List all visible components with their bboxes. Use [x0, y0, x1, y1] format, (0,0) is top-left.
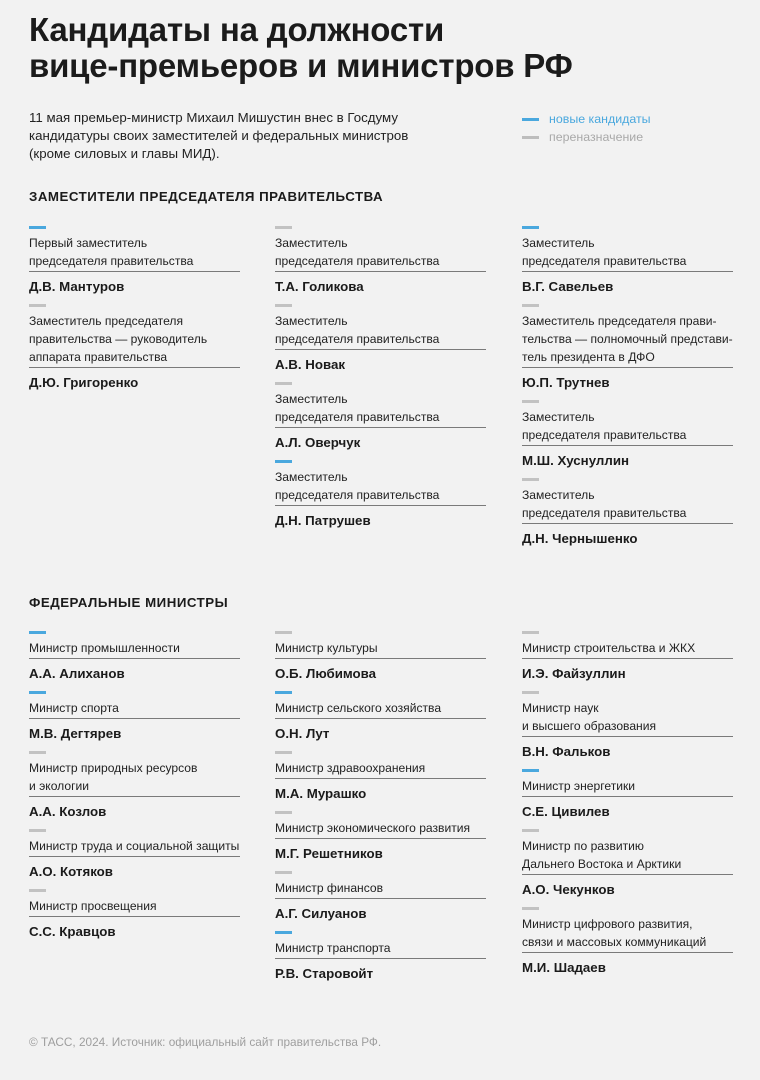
intro-line-3: (кроме силовых и главы МИД).	[29, 146, 220, 161]
position-title-line: председателя правительства	[275, 332, 440, 346]
position-title	[29, 234, 240, 272]
page-title	[29, 12, 729, 84]
legend-swatch-reappointed	[522, 136, 539, 139]
reappointed-marker	[522, 400, 539, 403]
deputies-column-1	[29, 226, 240, 400]
position-title-line: председателя правительства	[275, 410, 440, 424]
intro-text	[29, 109, 499, 163]
position-title	[522, 837, 733, 875]
position-title	[522, 699, 733, 737]
position-title-line: и экологии	[29, 779, 90, 793]
section-title-ministers: ФЕДЕРАЛЬНЫЕ МИНИСТРЫ	[29, 595, 229, 610]
position-title-line: Заместитель	[275, 470, 348, 484]
legend-label-reappointed: переназначение	[549, 130, 644, 144]
new-candidate-marker	[275, 931, 292, 934]
position-title	[275, 699, 486, 719]
position-title-line: председателя правительства	[522, 506, 687, 520]
new-candidate-marker	[29, 691, 46, 694]
reappointed-marker	[275, 871, 292, 874]
position-title	[275, 759, 486, 779]
candidate-name: И.Э. Файзуллин	[522, 666, 626, 681]
candidate-name: А.Г. Силуанов	[275, 906, 367, 921]
legend-swatch-new	[522, 118, 539, 121]
reappointed-marker	[522, 829, 539, 832]
reappointed-marker	[275, 751, 292, 754]
position-title-line: Министр промышленности	[29, 641, 180, 655]
candidate-name: В.Г. Савельев	[522, 279, 614, 294]
ministers-column-2	[275, 631, 486, 991]
title-line-2: вице-премьеров и министров РФ	[29, 47, 573, 84]
position-title	[275, 939, 486, 959]
candidate-entry	[29, 691, 240, 743]
position-title	[275, 390, 486, 428]
position-title-line: Министр культуры	[275, 641, 378, 655]
reappointed-marker	[522, 478, 539, 481]
new-candidate-marker	[29, 631, 46, 634]
candidate-name: М.В. Дегтярев	[29, 726, 122, 741]
candidate-name: Д.Ю. Григоренко	[29, 375, 139, 390]
candidate-entry	[29, 226, 240, 296]
position-title-line: Министр энергетики	[522, 779, 636, 793]
position-title-line: Министр сельского хозяйства	[275, 701, 442, 715]
candidate-entry	[29, 751, 240, 821]
legend-item-reappointed	[522, 128, 651, 146]
candidate-name: А.О. Котяков	[29, 864, 113, 879]
intro-line-2: кандидатуры своих заместителей и федеральных министров	[29, 128, 409, 143]
candidate-entry	[522, 400, 733, 470]
candidate-name: Д.В. Мантуров	[29, 279, 125, 294]
new-candidate-marker	[522, 226, 539, 229]
candidate-name: В.Н. Фальков	[522, 744, 611, 759]
position-title-line: тельства — полномочный представи-	[522, 332, 733, 346]
position-title-line: Заместитель	[275, 392, 348, 406]
reappointed-marker	[275, 811, 292, 814]
candidate-entry	[522, 829, 733, 899]
position-title-line: Министр просвещения	[29, 899, 157, 913]
candidate-entry	[275, 751, 486, 803]
position-title-line: Министр по развитию	[522, 839, 644, 853]
position-title	[522, 639, 733, 659]
position-title-line: Министр транспорта	[275, 941, 391, 955]
position-title	[522, 915, 733, 953]
reappointed-marker	[29, 304, 46, 307]
position-title-line: Заместитель председателя	[29, 314, 184, 328]
position-title-line: Заместитель	[522, 488, 595, 502]
legend	[522, 110, 651, 146]
candidate-entry	[275, 691, 486, 743]
reappointed-marker	[29, 889, 46, 892]
candidate-name: Д.Н. Патрушев	[275, 513, 371, 528]
candidate-name: А.О. Чекунков	[522, 882, 615, 897]
position-title-line: правительства — руководитель	[29, 332, 208, 346]
position-title	[522, 408, 733, 446]
ministers-column-3	[522, 631, 733, 985]
candidate-name: Р.В. Старовойт	[275, 966, 374, 981]
position-title-line: председателя правительства	[275, 488, 440, 502]
position-title-line: Министр цифрового развития,	[522, 917, 693, 931]
candidate-entry	[275, 631, 486, 683]
candidate-entry	[522, 631, 733, 683]
new-candidate-marker	[275, 691, 292, 694]
position-title-line: Первый заместитель	[29, 236, 148, 250]
position-title	[29, 699, 240, 719]
legend-item-new	[522, 110, 651, 128]
candidate-name: М.И. Шадаев	[522, 960, 606, 975]
reappointed-marker	[522, 907, 539, 910]
position-title	[29, 759, 240, 797]
position-title-line: Дальнего Востока и Арктики	[522, 857, 682, 871]
reappointed-marker	[275, 226, 292, 229]
position-title-line: Заместитель председателя прави-	[522, 314, 717, 328]
candidate-entry	[522, 478, 733, 548]
candidate-name: Д.Н. Чернышенко	[522, 531, 638, 546]
position-title-line: председателя правительства	[275, 254, 440, 268]
legend-label-new: новые кандидаты	[549, 112, 651, 126]
deputies-column-3	[522, 226, 733, 556]
candidate-entry	[275, 304, 486, 374]
candidate-entry	[522, 304, 733, 392]
reappointed-marker	[29, 751, 46, 754]
candidate-entry	[29, 889, 240, 941]
candidate-name: А.А. Алиханов	[29, 666, 125, 681]
position-title	[29, 837, 240, 857]
candidate-entry	[29, 829, 240, 881]
candidate-name: Ю.П. Трутнев	[522, 375, 610, 390]
candidate-name: Т.А. Голикова	[275, 279, 364, 294]
position-title-line: Заместитель	[275, 314, 348, 328]
candidate-name: А.В. Новак	[275, 357, 346, 372]
candidate-entry	[275, 460, 486, 530]
position-title-line: Заместитель	[522, 410, 595, 424]
position-title-line: Министр наук	[522, 701, 599, 715]
reappointed-marker	[275, 631, 292, 634]
new-candidate-marker	[29, 226, 46, 229]
position-title-line: Министр спорта	[29, 701, 119, 715]
candidate-entry	[275, 871, 486, 923]
position-title-line: Министр строительства и ЖКХ	[522, 641, 696, 655]
reappointed-marker	[522, 691, 539, 694]
position-title-line: тель президента в ДФО	[522, 350, 655, 364]
position-title-line: председателя правительства	[522, 428, 687, 442]
reappointed-marker	[275, 304, 292, 307]
position-title	[522, 777, 733, 797]
intro-line-1: 11 мая премьер-министр Михаил Мишустин внес в Госдуму	[29, 110, 398, 125]
candidate-name: М.Ш. Хуснуллин	[522, 453, 630, 468]
position-title	[275, 639, 486, 659]
position-title-line: Министр здравоохранения	[275, 761, 426, 775]
position-title-line: председателя правительства	[522, 254, 687, 268]
position-title	[522, 312, 733, 368]
candidate-name: А.Л. Оверчук	[275, 435, 361, 450]
position-title	[275, 879, 486, 899]
position-title-line: аппарата правительства	[29, 350, 168, 364]
position-title-line: связи и массовых коммуникаций	[522, 935, 707, 949]
candidate-name: О.Н. Лут	[275, 726, 330, 741]
reappointed-marker	[275, 382, 292, 385]
reappointed-marker	[522, 631, 539, 634]
position-title	[29, 312, 240, 368]
reappointed-marker	[29, 829, 46, 832]
deputies-column-2	[275, 226, 486, 538]
position-title-line: Министр природных ресурсов	[29, 761, 198, 775]
title-line-1: Кандидаты на должности	[29, 11, 445, 48]
position-title-line: Министр экономического развития	[275, 821, 471, 835]
position-title-line: и высшего образования	[522, 719, 657, 733]
candidate-entry	[522, 691, 733, 761]
candidate-entry	[275, 931, 486, 983]
candidate-name: М.Г. Решетников	[275, 846, 383, 861]
candidate-entry	[522, 769, 733, 821]
candidate-entry	[522, 226, 733, 296]
ministers-column-1	[29, 631, 240, 949]
candidate-name: А.А. Козлов	[29, 804, 107, 819]
candidate-entry	[522, 907, 733, 977]
position-title	[275, 819, 486, 839]
new-candidate-marker	[275, 460, 292, 463]
position-title	[29, 639, 240, 659]
candidate-name: С.Е. Цивилев	[522, 804, 610, 819]
candidate-entry	[29, 631, 240, 683]
position-title	[522, 234, 733, 272]
position-title	[522, 486, 733, 524]
reappointed-marker	[522, 304, 539, 307]
position-title-line: Заместитель	[275, 236, 348, 250]
position-title-line: Министр финансов	[275, 881, 384, 895]
position-title	[275, 312, 486, 350]
position-title	[29, 897, 240, 917]
position-title-line: Заместитель	[522, 236, 595, 250]
candidate-entry	[275, 226, 486, 296]
candidate-name: М.А. Мурашко	[275, 786, 367, 801]
section-title-deputies: ЗАМЕСТИТЕЛИ ПРЕДСЕДАТЕЛЯ ПРАВИТЕЛЬСТВА	[29, 189, 384, 204]
position-title-line: Министр труда и социальной защиты	[29, 839, 240, 853]
footer-source: © ТАСС, 2024. Источник: официальный сайт правительства РФ.	[29, 1035, 382, 1049]
candidate-entry	[275, 811, 486, 863]
candidate-entry	[275, 382, 486, 452]
position-title	[275, 468, 486, 506]
position-title	[275, 234, 486, 272]
candidate-name: С.С. Кравцов	[29, 924, 116, 939]
candidate-name: О.Б. Любимова	[275, 666, 377, 681]
candidate-entry	[29, 304, 240, 392]
position-title-line: председателя правительства	[29, 254, 194, 268]
new-candidate-marker	[522, 769, 539, 772]
